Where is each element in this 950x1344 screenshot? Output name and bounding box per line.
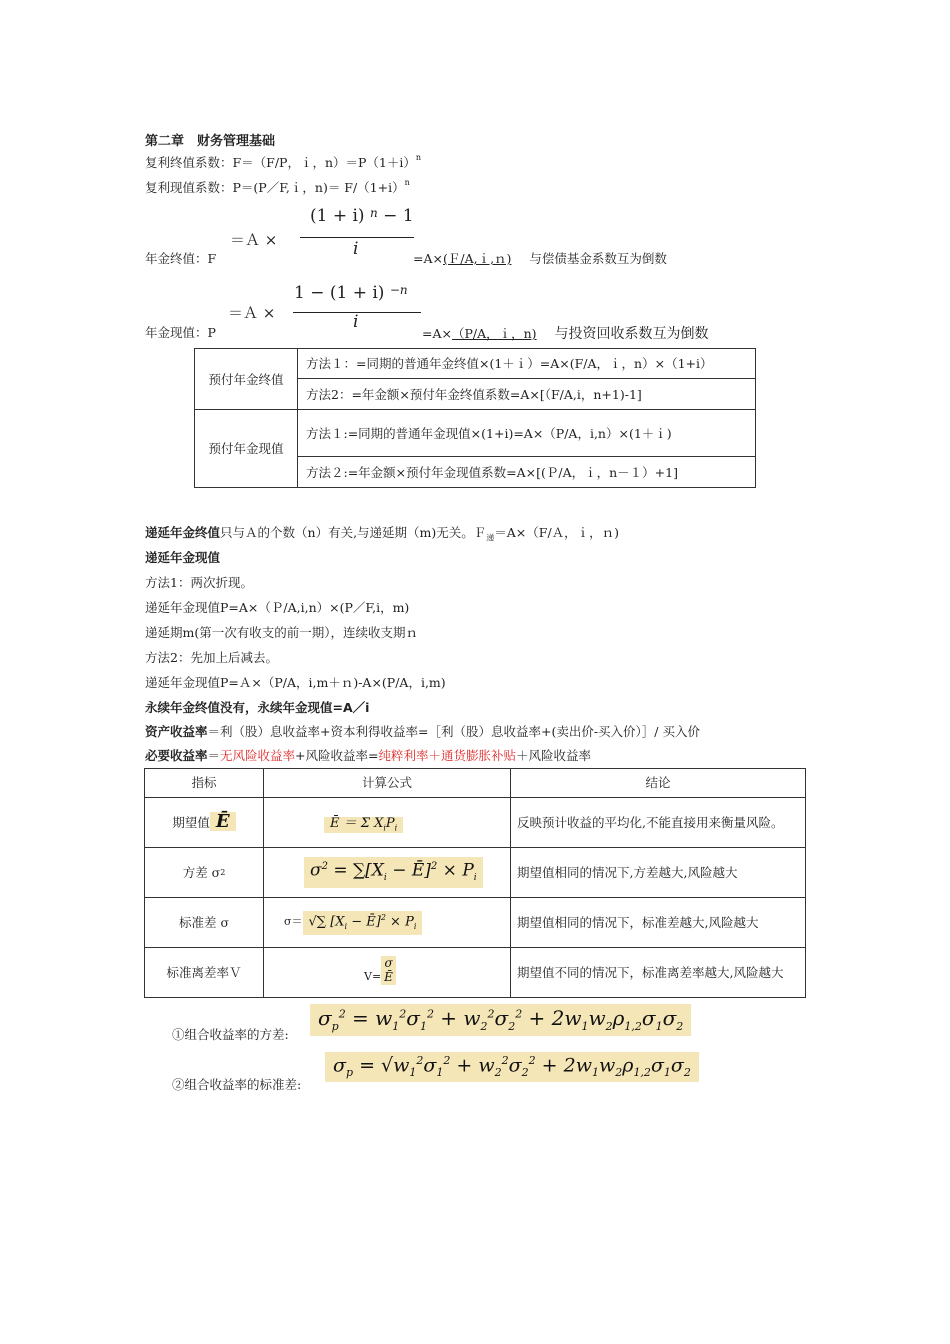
risk-measures-table [144, 768, 806, 998]
annuity-pv-num-exp: −n [389, 283, 408, 297]
row-variance-name [145, 848, 264, 898]
compound-fv-exp: n [415, 153, 422, 162]
annuity-fv-num-base: (1 + i) [310, 206, 365, 226]
required-return-pure-rate: 纯粹利率＋通货膨胀补贴 [378, 748, 517, 763]
row-variance-formula [264, 848, 511, 898]
table-header-row [145, 769, 806, 798]
required-return-line [145, 746, 591, 764]
row-expected-conclusion: 反映预计收益的平均化,不能直接用来衡量风险。 [511, 798, 806, 848]
deferred-fv-sub: 递 [486, 533, 495, 543]
portfolio-variance-formula-image: $\sigma_p^2 = w_1^2\sigma_1^2 + w_2^2\sigma_2^2 + 2w_1w_2\rho_{1,2}\sigma_1\sigma_2$ [310, 1004, 691, 1036]
table-row [145, 848, 806, 898]
compound-pv-text: 复利现值系数：P＝(P／F,ｉ，n)＝ F/（1+i） [145, 180, 405, 195]
e-bar-symbol: Ē [210, 812, 236, 832]
required-return-mid: +风险收益率= [295, 748, 379, 763]
table-row [195, 410, 756, 457]
prepaid-fv-label: 预付年金终值 [195, 349, 298, 410]
asset-return-text: ＝利（股）息收益率+资本利得收益率=［利（股）息收益率+(卖出价-买入价）］/ 买入价 [207, 724, 700, 739]
row-cv-conclusion: 期望值不同的情况下，标准离差率越大,风险越大 [511, 948, 806, 998]
compound-fv-line [145, 153, 421, 171]
deferred-fv-tail: ＝A×（F/Ａ，ｉ，ｎ) [494, 525, 620, 540]
deferred-pv-formula-1: 递延年金现值P=A×（Ｐ/A,i,n）×(P／F,i，m) [145, 600, 410, 615]
annuity-fv-coef: (Ｆ/A,ｉ,ｎ) [442, 251, 512, 266]
annuity-pv-numerator [294, 283, 408, 303]
prepaid-fv-method-1: 方法１：=同期的普通年金终值×(1＋ｉ）=A×(F/A，ｉ，n）×（1+i） [298, 349, 756, 379]
asset-return-line [145, 722, 700, 740]
deferred-pv-heading: 递延年金现值 [145, 550, 221, 565]
expected-formula-image: Ē ＝ Σ $X_iP_i$ [324, 817, 403, 833]
required-return-eq: ＝ [207, 748, 221, 763]
annuity-fv-fraction-line [300, 237, 414, 238]
annuity-pv-label: 年金现值：P [145, 325, 216, 340]
variance-name-sup: 2 [220, 867, 226, 877]
annuity-pv-note: 与投资回收系数互为倒数 [554, 326, 709, 342]
cv-formula-prefix: V= [364, 970, 382, 984]
prepaid-fv-method-2: 方法2：=年金额×预付年金终值系数=A×[（F/A,i，n+1)-1] [298, 379, 756, 410]
required-return-riskfree: 无风险收益率 [220, 748, 296, 763]
annuity-fv-num-tail: − 1 [383, 206, 414, 226]
annuity-fv-tail [413, 249, 667, 267]
row-variance-conclusion: 期望值相同的情况下,方差越大,风险越大 [511, 848, 806, 898]
perpetuity-text: 永续年金终值没有，永续年金现值=A／i [145, 700, 370, 715]
deferred-period-text: 递延期m(第一次有收支的前一期），连续收支期ｎ [145, 625, 418, 640]
asset-return-bold: 资产收益率 [145, 724, 208, 739]
annuity-fv-note: 与偿债基金系数互为倒数 [529, 251, 667, 266]
annuity-fv-eq: ＝Ａ × [230, 231, 278, 249]
header-conclusion: 结论 [511, 769, 806, 798]
annuity-pv-denominator: i [353, 312, 359, 332]
variance-name-text: 方差 σ [182, 864, 221, 880]
annuity-fv-tail-prefix: =A× [413, 251, 443, 266]
prepaid-pv-method-1: 方法１:=同期的普通年金现值×(1+i)=A×（P/A，i,n）×(1＋ｉ) [298, 410, 756, 457]
deferred-fv-text: 只与Ａ的个数（n）有关,与递延期（m)无关。Ｆ [220, 525, 487, 540]
cv-formula-image: σ Ē [381, 956, 396, 984]
required-return-bold: 必要收益率 [145, 748, 208, 763]
table-row [195, 349, 756, 379]
required-return-tail: ＋风险收益率 [516, 748, 592, 763]
method-1-text: 方法1：两次折现。 [145, 575, 253, 590]
header-formula: 计算公式 [264, 769, 511, 798]
portfolio-sd-label: ②组合收益率的标准差: [172, 1077, 302, 1092]
annuity-pv-num-base: 1 − (1 + i) [294, 283, 385, 303]
row-sd-conclusion: 期望值相同的情况下，标准差越大,风险越大 [511, 898, 806, 948]
compound-pv-line [145, 178, 410, 196]
row-expected-formula [264, 798, 511, 848]
annuity-fv-numerator [310, 206, 414, 226]
deferred-pv-formula-2: 递延年金现值P=Ａ×（P/A，i,m＋ｎ)-A×(P/A，i,m) [145, 675, 446, 690]
deferred-fv-bold: 递延年金终值 [145, 525, 221, 540]
row-cv-name: 标准离差率Ｖ [145, 948, 264, 998]
row-sd-name: 标准差 σ [145, 898, 264, 948]
annuity-fv-denominator: i [353, 239, 359, 259]
table-row [145, 898, 806, 948]
row-sd-formula [264, 898, 511, 948]
row-cv-formula [264, 948, 511, 998]
annuity-pv-coef: （P/A，ｉ，n) [451, 326, 537, 341]
annuity-fv-num-exp: n [369, 206, 378, 220]
variance-formula-image: $\sigma^2 = \sum[X_i$ − Ē]$^2$ × $P_i$ [304, 857, 483, 888]
table-row [145, 948, 806, 998]
prepaid-pv-method-2: 方法２:=年金额×预付年金现值系数=A×[(Ｐ/A，ｉ，n－１）+1] [298, 457, 756, 488]
deferred-fv-line [145, 523, 619, 544]
compound-fv-text: 复利终值系数：F＝（F/P，ｉ，n）＝P（1＋i） [145, 155, 416, 170]
method-2-text: 方法2：先加上后减去。 [145, 650, 278, 665]
portfolio-variance-label: ①组合收益率的方差: [172, 1027, 289, 1042]
annuity-pv-tail [422, 323, 709, 343]
row-expected-name [145, 798, 264, 848]
prepaid-pv-label: 预付年金现值 [195, 410, 298, 488]
compound-pv-exp: n [404, 178, 410, 187]
annuity-fv-label: 年金终值：F [145, 251, 217, 266]
expected-name-text: 期望值 [172, 814, 210, 830]
annuity-pv-tail-prefix: =A× [422, 326, 452, 341]
sd-formula-prefix: σ＝ [284, 915, 303, 929]
table-row [145, 798, 806, 848]
prepaid-annuity-table [194, 348, 756, 488]
annuity-pv-eq: ＝Ａ × [228, 304, 276, 322]
chapter-heading: 第二章 财务管理基础 [145, 134, 276, 149]
header-indicator: 指标 [145, 769, 264, 798]
portfolio-sd-formula-image: $\sigma_p = √w_1^2\sigma_1^2 + w_2^2\sigma_2^2 + 2w_1w_2\rho_{1,2}\sigma_1\sigma_2$ [325, 1052, 699, 1082]
sd-formula-image: √∑ [$X_i$ − Ē]$^2$ × $P_i$ [303, 911, 423, 935]
